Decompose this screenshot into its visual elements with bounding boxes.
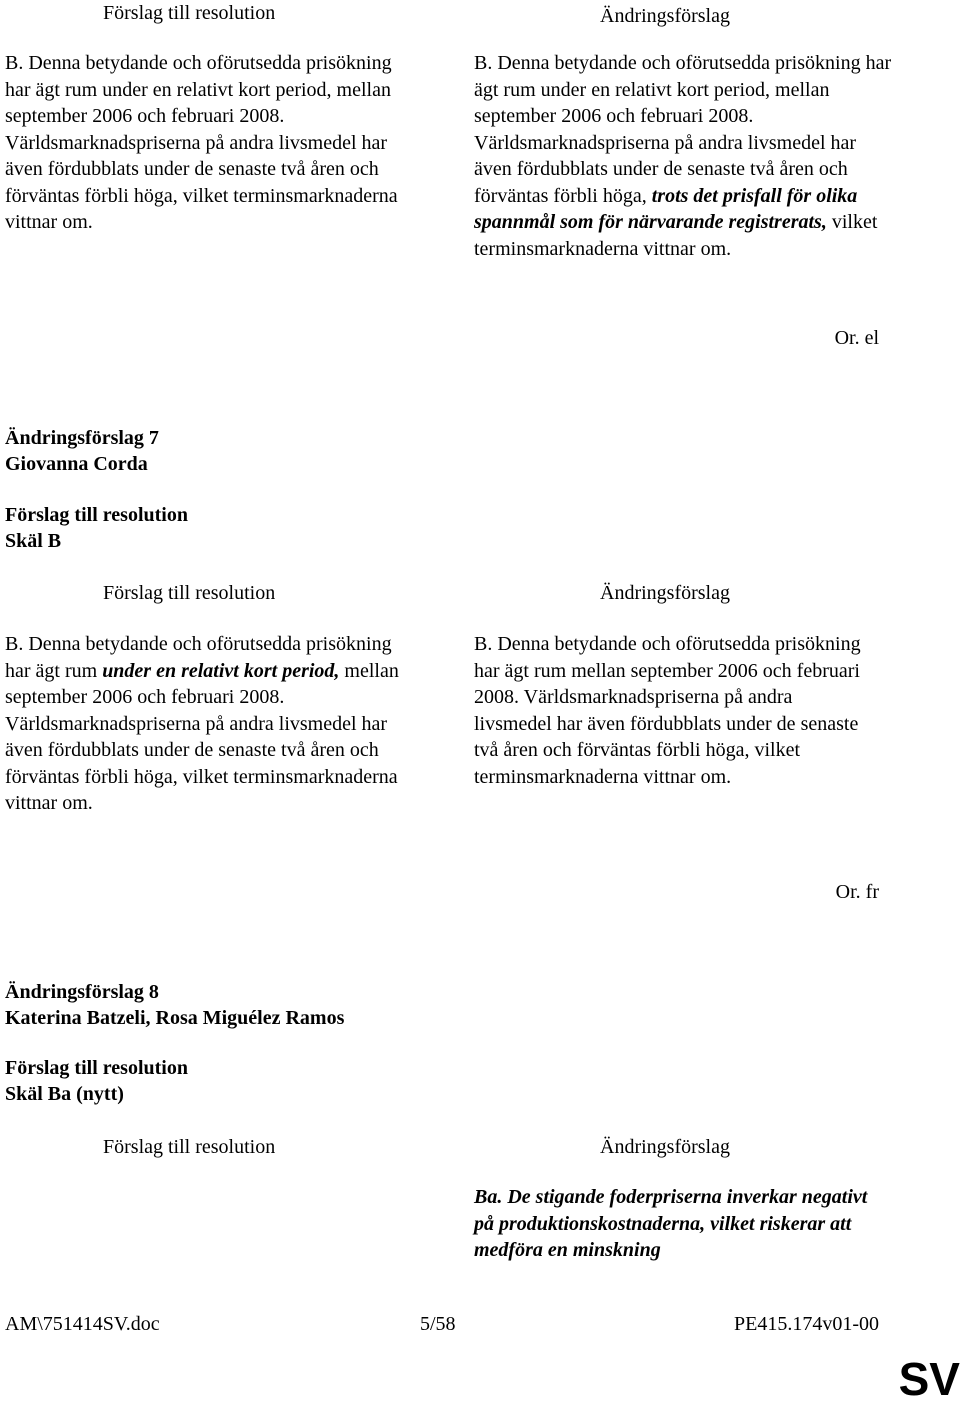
column-heading-right: Ändringsförslag (600, 582, 730, 604)
amendment-part: Skäl Ba (nytt) (5, 1083, 124, 1105)
amended-text: Ba. De stigande foderpriserna inverkar negativt på produktionskostnaderna, vilket riskerar att medföra en minskning (474, 1186, 868, 1261)
amendment-number: Ändringsförslag 8 (5, 981, 159, 1003)
amended-text: B. Denna betydande och oförutsedda prisökning har ägt rum mellan september 2006 och februari 2008. Världsmarknadspriserna på andra livsmedel har även fördubblats under de senaste två åren och förväntas förbli höga, vilket terminsmarknaderna vittnar om. (474, 633, 861, 788)
original-text-part: mellan september 2006 och februari 2008. Världsmarknadspriserna på andra livsmedel har även fördubblats under de senaste två åren och förväntas förbli höga, vilket terminsmarknaderna vittnar om. (5, 659, 399, 814)
amended-text-part: B. Denna betydande och oförutsedda prisökning har ägt rum under en relativt kort period, mellan september 2006 och februari 2008. Världsmarknadspriserna på andra livsmedel har även fördubblats under de senaste två åren och förväntas förbli höga, (474, 52, 892, 207)
amendment-author: Giovanna Corda (5, 453, 148, 475)
amendment-part: Skäl B (5, 530, 62, 552)
original-language: Or. el (834, 327, 879, 349)
amended-text-part: vilket terminsmarknaderna vittnar om. (474, 211, 878, 260)
amendment-number: Ändringsförslag 7 (5, 427, 159, 449)
column-heading-right: Ändringsförslag (600, 5, 730, 27)
column-heading-left: Förslag till resolution (103, 1136, 276, 1158)
footer-page-number: 5/58 (420, 1313, 456, 1335)
footer-pe-ref: PE415.174v01-00 (734, 1313, 879, 1335)
amended-text-change: trots det prisfall för olika spannmål som för närvarande registrerats, (474, 184, 858, 233)
amendment-author: Katerina Batzeli, Rosa Miguélez Ramos (5, 1007, 345, 1029)
original-text-change: under en relativt kort period, (102, 659, 340, 682)
amendment-document: Förslag till resolution (5, 1057, 188, 1079)
column-heading-right: Ändringsförslag (600, 1136, 730, 1158)
amended-text (474, 50, 894, 262)
original-text: B. Denna betydande och oförutsedda prisökning har ägt rum under en relativt kort period, mellan september 2006 och februari 2008. Världsmarknadspriserna på andra livsmedel har även fördubblats under de senaste två åren och förväntas förbli höga, vilket terminsmarknaderna vittnar om. (5, 52, 398, 233)
language-code: SV (898, 1353, 960, 1405)
original-text-part: B. Denna betydande och oförutsedda prisökning har ägt rum (5, 633, 392, 682)
column-heading-left: Förslag till resolution (103, 2, 276, 24)
footer-doc-ref: AM\751414SV.doc (5, 1313, 160, 1335)
column-heading-left: Förslag till resolution (103, 582, 276, 604)
original-text (5, 631, 405, 817)
original-language: Or. fr (835, 881, 879, 903)
amendment-document: Förslag till resolution (5, 504, 188, 526)
